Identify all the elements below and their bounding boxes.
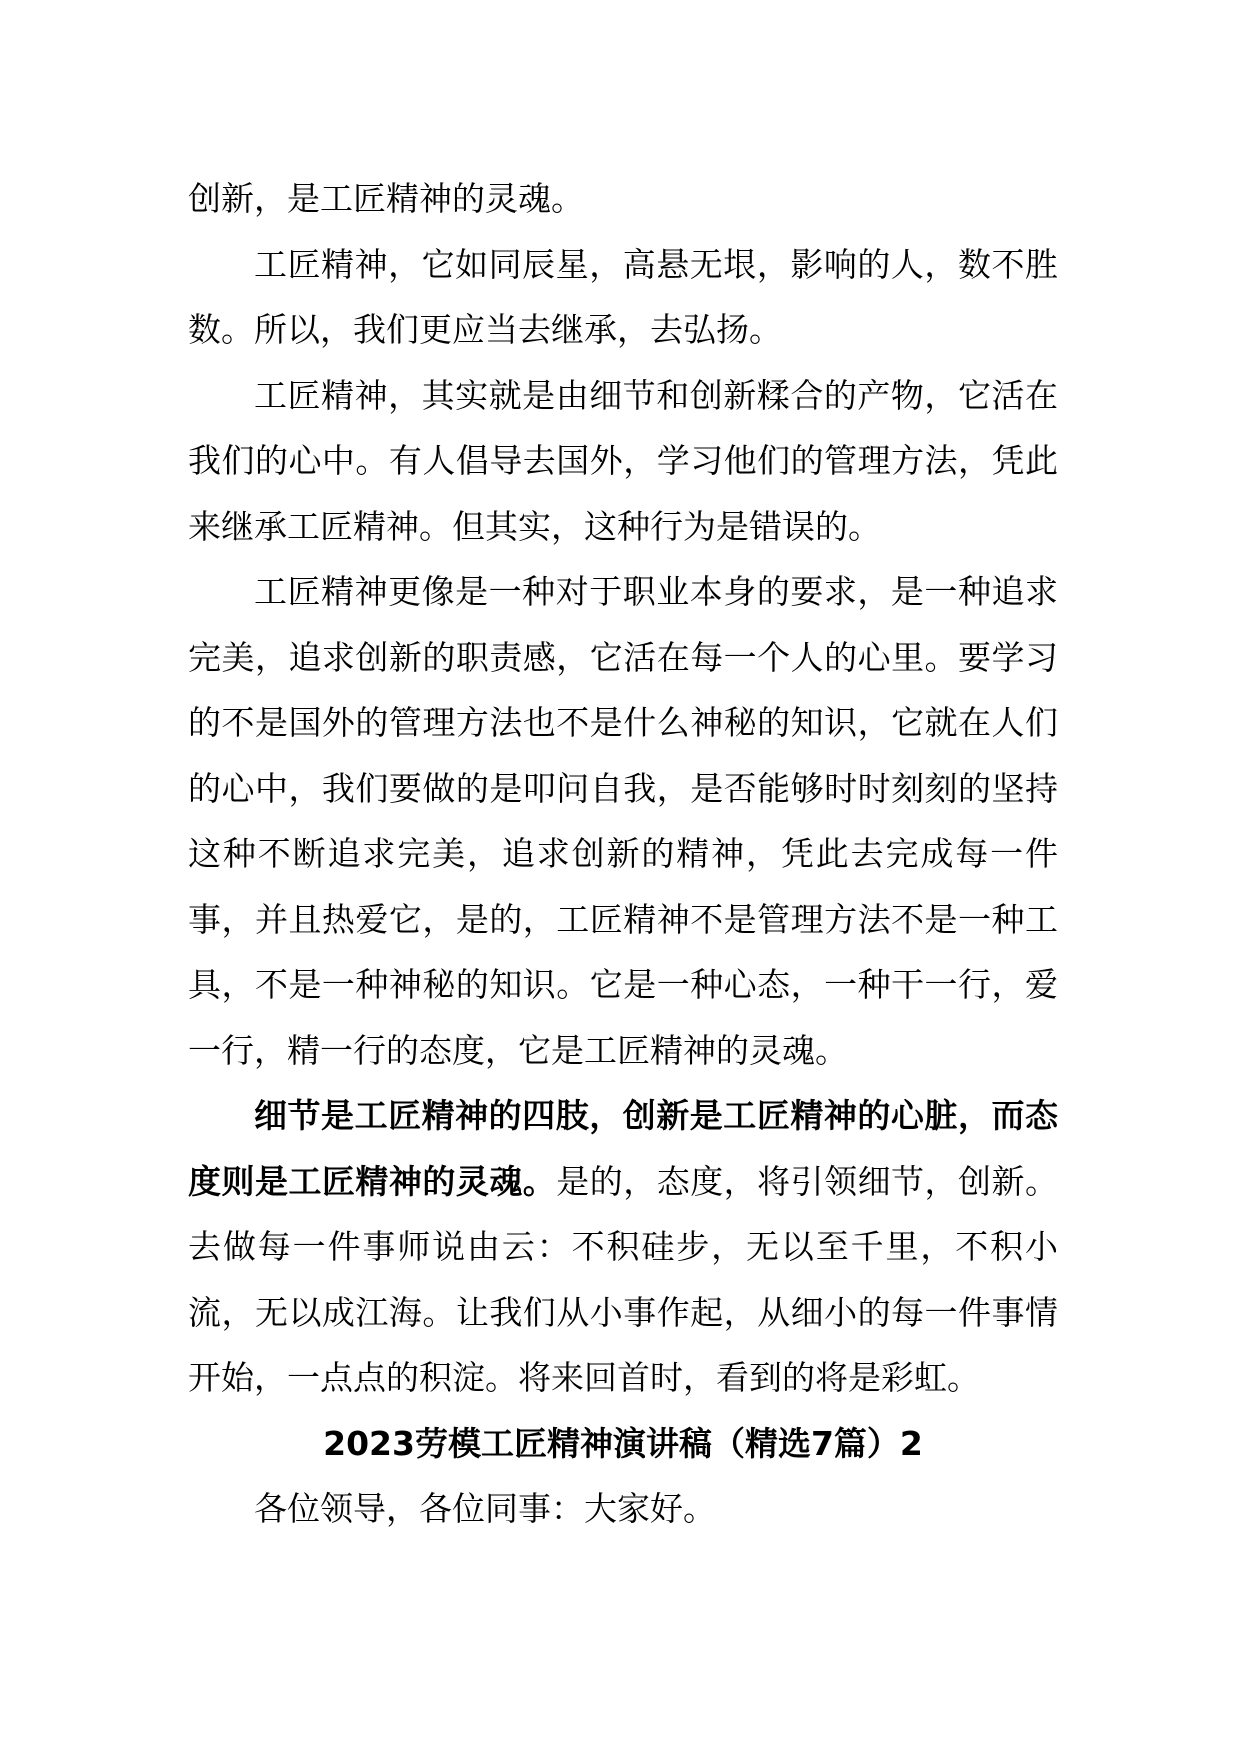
paragraph-2: 工匠精神，它如同辰星，高悬无垠，影响的人，数不胜数。所以，我们更应当去继承，去弘扬。	[188, 244, 1058, 349]
paragraph-5	[188, 1083, 1058, 1411]
section-title: 2023劳模工匠精神演讲稿（精选7篇）2	[323, 1423, 923, 1463]
paragraph-5-body: 是的，态度，将引领细节，创新。去做每一件事师说由云：不积硅步，无以至千里，不积小流，无以成江海。让我们从小事作起，从细小的每一件事情开始，一点点的积淀。将来回首时，看到的将是彩虹。	[188, 1161, 1059, 1397]
paragraph-1: 创新，是工匠精神的灵魂。	[188, 179, 584, 218]
paragraph-5-bold-lead: 细节是工匠精神的四肢，创新是工匠精神的心脏，而态度则是工匠精神的灵魂。	[188, 1096, 1058, 1201]
document-page	[188, 166, 1058, 1542]
greeting: 各位领导，各位同事：大家好。	[254, 1489, 716, 1528]
paragraph-3: 工匠精神，其实就是由细节和创新糅合的产物，它活在我们的心中。有人倡导去国外，学习他们的管理方法，凭此来继承工匠精神。但其实，这种行为是错误的。	[188, 375, 1058, 546]
paragraph-4: 工匠精神更像是一种对于职业本身的要求，是一种追求完美，追求创新的职责感，它活在每一个人的心里。要学习的不是国外的管理方法也不是什么神秘的知识，它就在人们的心中，我们要做的是叩问自我，是否能够时时刻刻的坚持这种不断追求完美，追求创新的精神，凭此去完成每一件事，并且热爱它，是的，工匠精神不是管理方法不是一种工具，不是一种神秘的知识。它是一种心态，一种干一行，爱一行，精一行的态度，它是工匠精神的灵魂。	[188, 572, 1058, 1070]
